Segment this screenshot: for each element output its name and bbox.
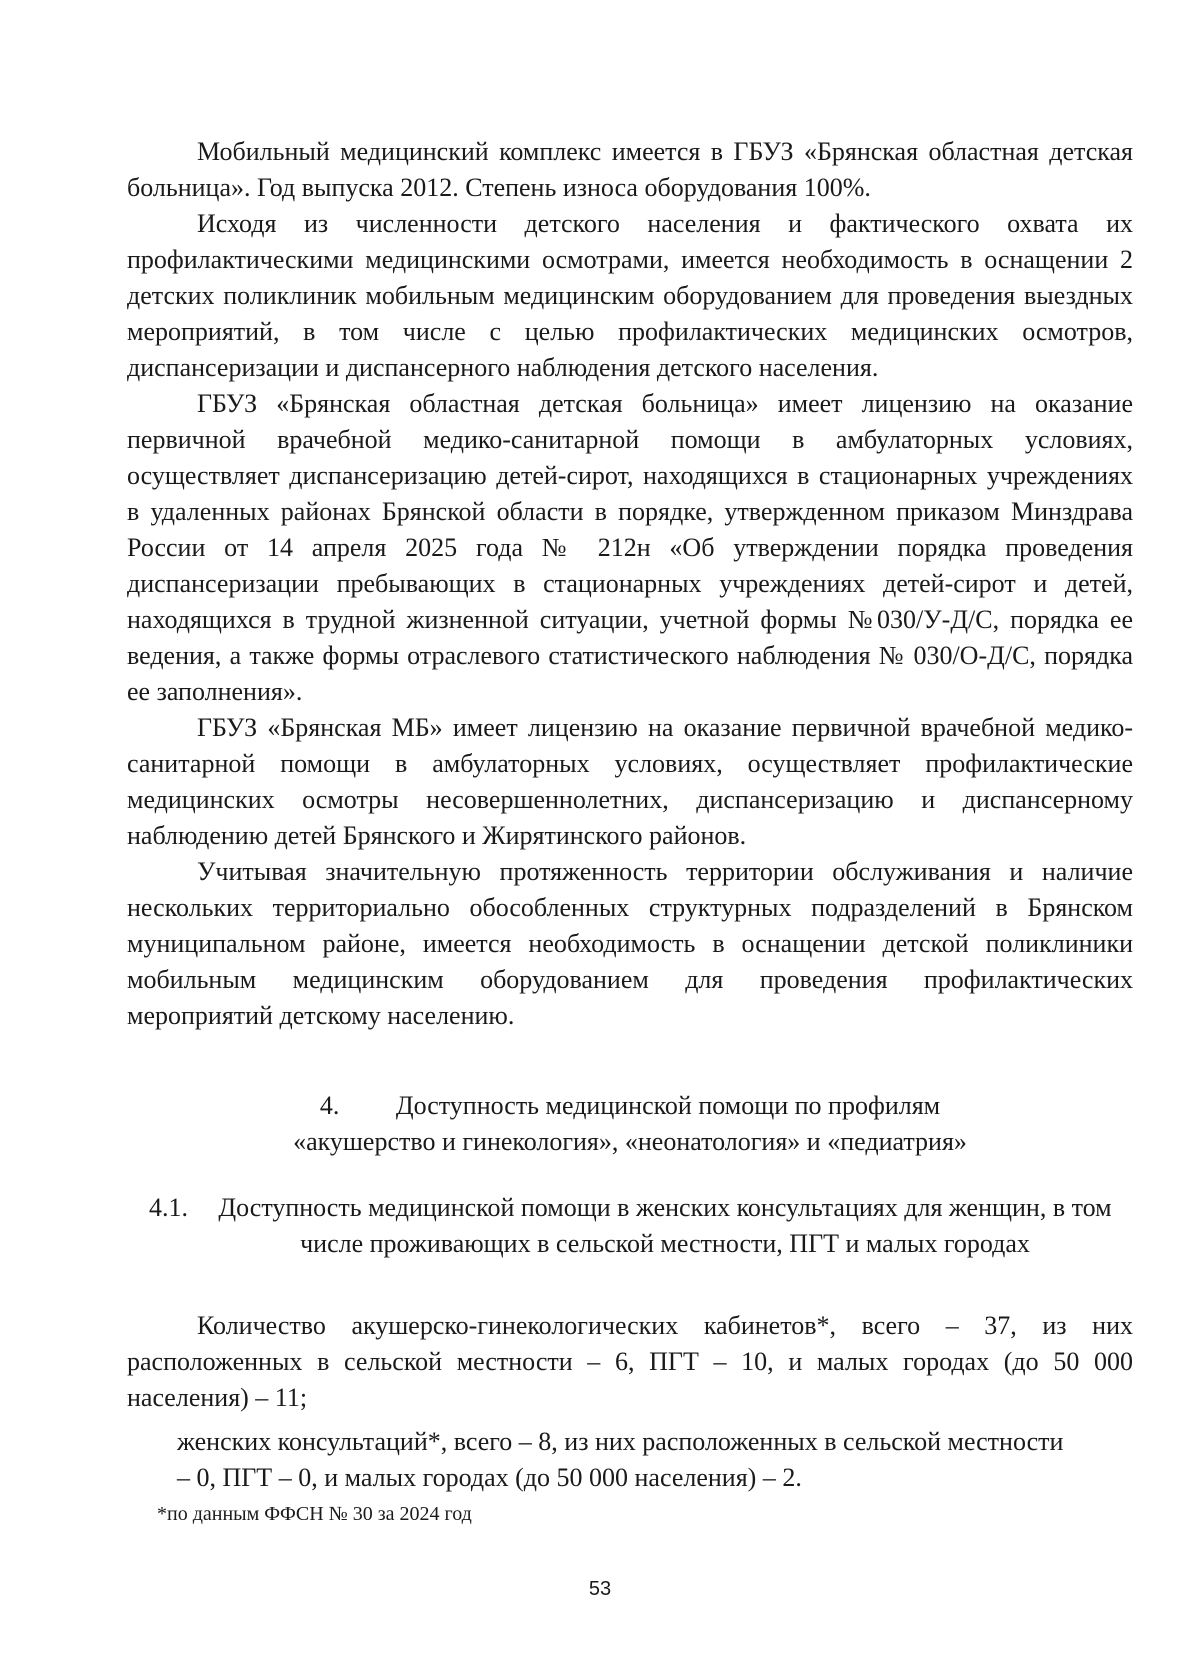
paragraph-regional-hospital-license: ГБУЗ «Брянская областная детская больница» имеет лицензию на оказание первичной врачебной медико-санитарной помощи в амбулаторных условиях, осуществляет диспансеризацию детей-сирот, находящихся в стационарных учреждениях в удаленных районах Брянской области в порядке, утвержденном приказом Минздрава России от 14 апреля 2025 года № 212н «Об утверждении порядка проведения диспансеризации пребывающих в стационарных учреждениях детей-сирот и детей, находящихся в трудной жизненной ситуации, учетной формы №030/У-Д/С, порядка ее ведения, а также формы отраслевого статистического наблюдения № 030/О-Д/С, порядка ее заполнения». [127,389,1133,706]
section-4-title-line2: «акушерство и гинекология», «неонатология» и «педиатрия» [293,1127,967,1156]
document-page [127,134,1133,1528]
paragraph-mobile-complex: Мобильный медицинский комплекс имеется в ГБУЗ «Брянская областная детская больница». Год выпуска 2012. Степень износа оборудования 100%. [127,137,1133,202]
paragraph-bryansk-mb-license: ГБУЗ «Брянская МБ» имеет лицензию на оказание первичной врачебной медико-санитарной помощи в амбулаторных условиях, осуществляет профилактические медицинских осмотры несовершеннолетних, диспансеризацию и диспансерному наблюдению детей Брянского и Жирятинского районов. [127,713,1133,850]
section-4-1-heading [127,1190,1133,1262]
section-4-1-title: Доступность медицинской помощи в женских консультациях для женщин, в том числе проживающих в сельской местности, ПГТ и малых городах [218,1193,1112,1258]
paragraph-consultations [127,1424,1133,1496]
consultations-line2: – 0, ПГТ – 0, и малых городах (до 50 000 населения) – 2. [177,1463,802,1492]
paragraph-cabinets: Количество акушерско-гинекологических кабинетов*, всего – 37, из них расположенных в сельской местности – 6, ПГТ – 10, и малых городах (до 50 000 населения) – 11; [127,1311,1133,1412]
section-4-title-line1: Доступность медицинской помощи по профилям [395,1091,941,1120]
footnote: *по данным ФФСН № 30 за 2024 год [157,1503,472,1525]
page-number: 53 [588,1578,612,1600]
section-4-heading-line1 [127,1088,1133,1124]
section-4-number: 4. [319,1091,340,1120]
consultations-line1: женских консультаций*, всего – 8, из них расположенных в сельской местности [177,1427,1064,1456]
section-4-1-number: 4.1. [149,1193,188,1222]
paragraph-children-population: Исходя из численности детского населения и фактического охвата их профилактическими медицинскими осмотрами, имеется необходимость в оснащении 2 детских поликлиник мобильным медицинским оборудованием для проведения выездных мероприятий, в том числе с целью профилактических медицинских осмотров, диспансеризации и диспансерного наблюдения детского населения. [127,209,1133,382]
paragraph-territory: Учитывая значительную протяженность территории обслуживания и наличие нескольких территориально обособленных структурных подразделений в Брянском муниципальном районе, имеется необходимость в оснащении детской поликлиники мобильным медицинским оборудованием для проведения профилактических мероприятий детскому населению. [127,857,1133,1030]
section-4-heading [127,1088,1133,1160]
